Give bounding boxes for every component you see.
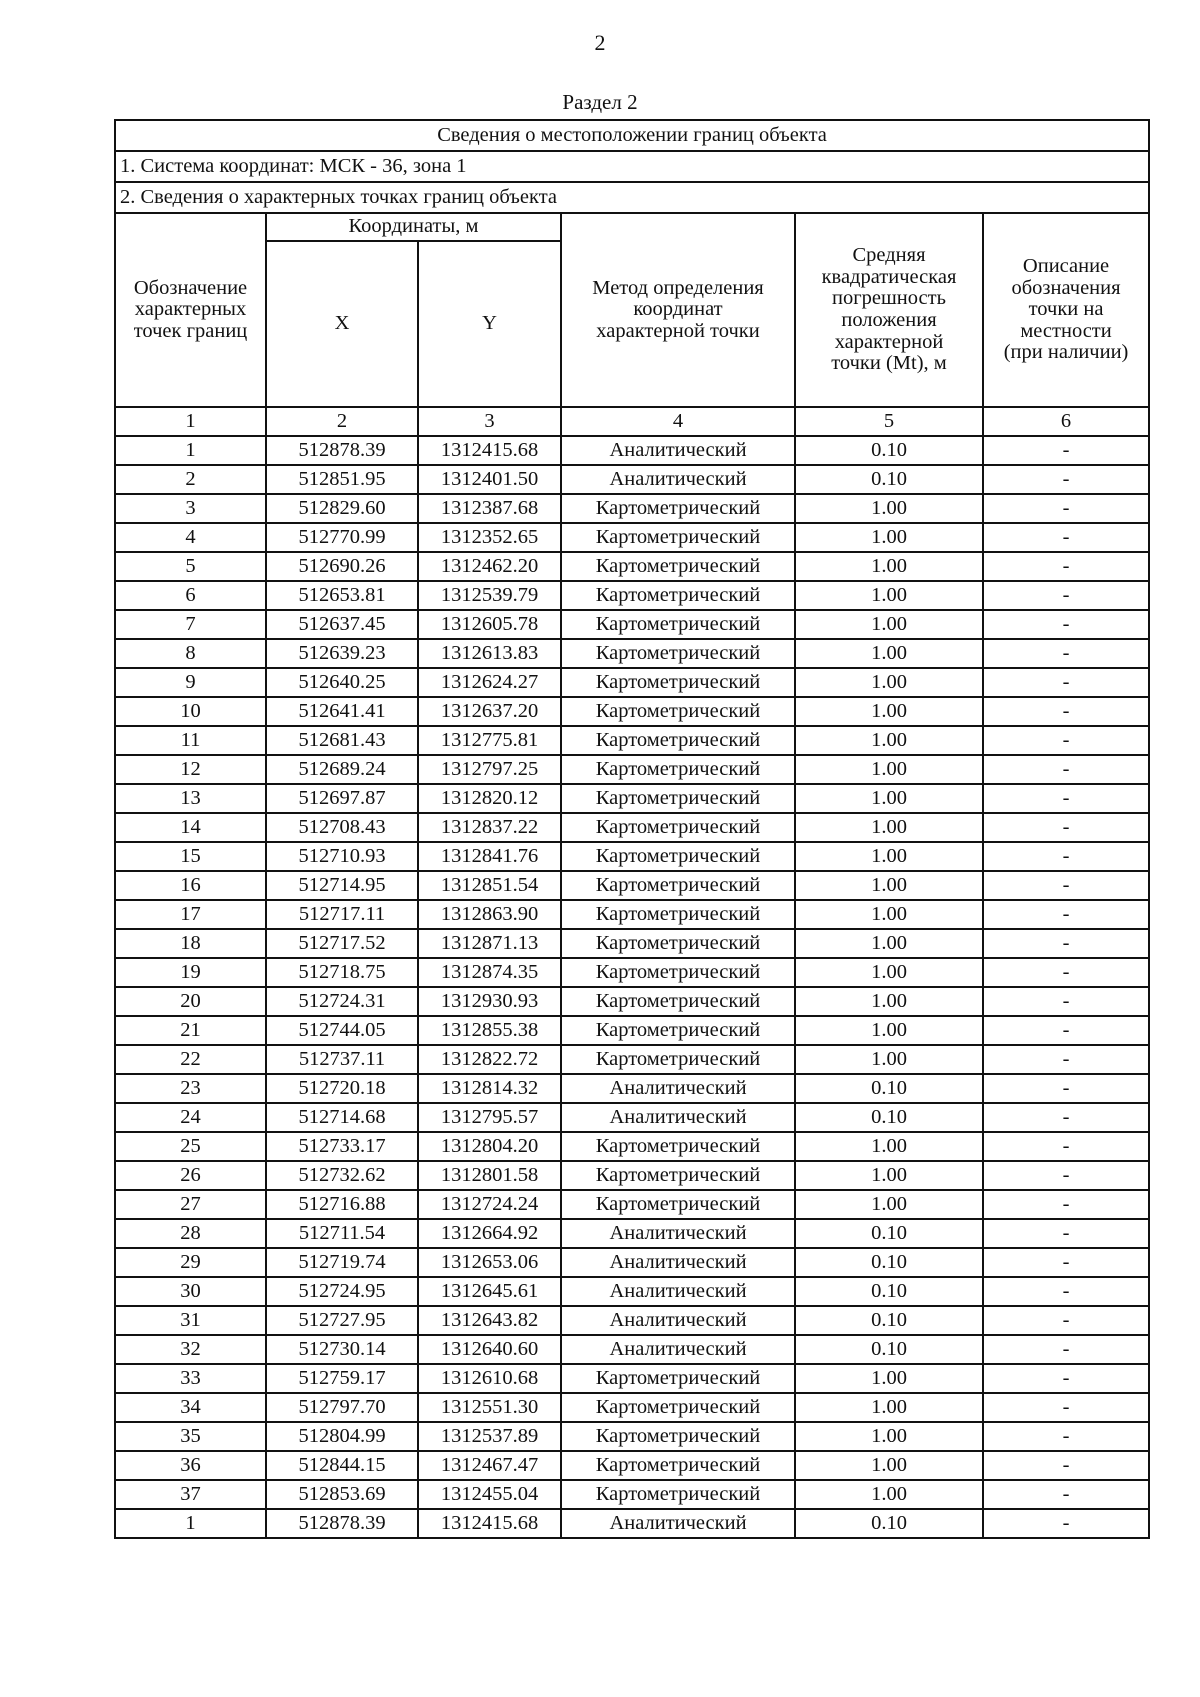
column-number: 5 xyxy=(795,407,983,436)
point-id-cell: 30 xyxy=(115,1277,266,1306)
points-heading-row xyxy=(115,182,1149,213)
method-cell: Картометрический xyxy=(561,523,795,552)
method-cell: Картометрический xyxy=(561,958,795,987)
error-cell: 0.10 xyxy=(795,1074,983,1103)
description-cell: - xyxy=(983,813,1149,842)
method-cell: Аналитический xyxy=(561,1248,795,1277)
y-cell: 1312415.68 xyxy=(418,1509,561,1538)
y-cell: 1312814.32 xyxy=(418,1074,561,1103)
table-row xyxy=(115,1248,1149,1277)
error-cell: 0.10 xyxy=(795,465,983,494)
x-cell: 512717.52 xyxy=(266,929,418,958)
x-cell: 512804.99 xyxy=(266,1422,418,1451)
y-cell: 1312804.20 xyxy=(418,1132,561,1161)
point-id-cell: 17 xyxy=(115,900,266,929)
table-row xyxy=(115,668,1149,697)
error-cell: 1.00 xyxy=(795,929,983,958)
x-cell: 512737.11 xyxy=(266,1045,418,1074)
x-cell: 512724.31 xyxy=(266,987,418,1016)
table-row xyxy=(115,842,1149,871)
table-row xyxy=(115,1016,1149,1045)
error-cell: 0.10 xyxy=(795,1335,983,1364)
table-row xyxy=(115,755,1149,784)
coordinate-system: 1. Система координат: МСК - 36, зона 1 xyxy=(115,151,1149,182)
error-cell: 1.00 xyxy=(795,1190,983,1219)
table-row xyxy=(115,610,1149,639)
column-number: 2 xyxy=(266,407,418,436)
y-cell: 1312775.81 xyxy=(418,726,561,755)
header-y: Y xyxy=(418,241,561,407)
description-cell: - xyxy=(983,436,1149,465)
description-cell: - xyxy=(983,929,1149,958)
point-id-cell: 36 xyxy=(115,1451,266,1480)
method-cell: Картометрический xyxy=(561,842,795,871)
y-cell: 1312664.92 xyxy=(418,1219,561,1248)
point-id-cell: 3 xyxy=(115,494,266,523)
error-cell: 0.10 xyxy=(795,1306,983,1335)
header-row-top xyxy=(115,213,1149,241)
y-cell: 1312801.58 xyxy=(418,1161,561,1190)
table-row xyxy=(115,1422,1149,1451)
point-id-cell: 9 xyxy=(115,668,266,697)
error-cell: 1.00 xyxy=(795,668,983,697)
method-cell: Аналитический xyxy=(561,436,795,465)
x-cell: 512714.95 xyxy=(266,871,418,900)
column-number: 4 xyxy=(561,407,795,436)
point-id-cell: 23 xyxy=(115,1074,266,1103)
table-row xyxy=(115,929,1149,958)
table-row xyxy=(115,958,1149,987)
point-id-cell: 22 xyxy=(115,1045,266,1074)
error-cell: 1.00 xyxy=(795,1016,983,1045)
point-id-cell: 1 xyxy=(115,1509,266,1538)
description-cell: - xyxy=(983,842,1149,871)
method-cell: Аналитический xyxy=(561,1509,795,1538)
y-cell: 1312851.54 xyxy=(418,871,561,900)
header-x: X xyxy=(266,241,418,407)
error-cell: 1.00 xyxy=(795,987,983,1016)
y-cell: 1312462.20 xyxy=(418,552,561,581)
error-cell: 1.00 xyxy=(795,1422,983,1451)
x-cell: 512718.75 xyxy=(266,958,418,987)
page-number: 2 xyxy=(594,30,606,55)
table-row xyxy=(115,1277,1149,1306)
table-row xyxy=(115,987,1149,1016)
table-row xyxy=(115,1190,1149,1219)
error-cell: 1.00 xyxy=(795,1393,983,1422)
point-id-cell: 6 xyxy=(115,581,266,610)
table-row xyxy=(115,581,1149,610)
table-row xyxy=(115,1509,1149,1538)
x-cell: 512878.39 xyxy=(266,1509,418,1538)
error-cell: 0.10 xyxy=(795,1103,983,1132)
method-cell: Картометрический xyxy=(561,726,795,755)
method-cell: Аналитический xyxy=(561,1219,795,1248)
method-cell: Аналитический xyxy=(561,1277,795,1306)
point-id-cell: 29 xyxy=(115,1248,266,1277)
table-row xyxy=(115,465,1149,494)
description-cell: - xyxy=(983,697,1149,726)
x-cell: 512689.24 xyxy=(266,755,418,784)
description-cell: - xyxy=(983,784,1149,813)
method-cell: Картометрический xyxy=(561,871,795,900)
x-cell: 512730.14 xyxy=(266,1335,418,1364)
y-cell: 1312539.79 xyxy=(418,581,561,610)
table-row xyxy=(115,900,1149,929)
x-cell: 512716.88 xyxy=(266,1190,418,1219)
method-cell: Картометрический xyxy=(561,610,795,639)
description-cell: - xyxy=(983,900,1149,929)
description-cell: - xyxy=(983,552,1149,581)
y-cell: 1312820.12 xyxy=(418,784,561,813)
point-id-cell: 28 xyxy=(115,1219,266,1248)
description-cell: - xyxy=(983,1509,1149,1538)
table-row xyxy=(115,552,1149,581)
x-cell: 512851.95 xyxy=(266,465,418,494)
error-cell: 1.00 xyxy=(795,871,983,900)
x-cell: 512708.43 xyxy=(266,813,418,842)
description-cell: - xyxy=(983,726,1149,755)
table-row xyxy=(115,1335,1149,1364)
method-cell: Картометрический xyxy=(561,697,795,726)
table-row xyxy=(115,436,1149,465)
table-title-row xyxy=(115,120,1149,151)
x-cell: 512724.95 xyxy=(266,1277,418,1306)
table-row xyxy=(115,1074,1149,1103)
description-cell: - xyxy=(983,1248,1149,1277)
point-id-cell: 31 xyxy=(115,1306,266,1335)
description-cell: - xyxy=(983,1016,1149,1045)
description-cell: - xyxy=(983,1451,1149,1480)
y-cell: 1312797.25 xyxy=(418,755,561,784)
method-cell: Картометрический xyxy=(561,639,795,668)
method-cell: Картометрический xyxy=(561,755,795,784)
method-cell: Картометрический xyxy=(561,900,795,929)
description-cell: - xyxy=(983,668,1149,697)
header-error: Средняя квадратическая погрешность положения характерной точки (Mt), м xyxy=(795,213,983,407)
method-cell: Картометрический xyxy=(561,987,795,1016)
error-cell: 1.00 xyxy=(795,842,983,871)
point-id-cell: 26 xyxy=(115,1161,266,1190)
description-cell: - xyxy=(983,1074,1149,1103)
y-cell: 1312855.38 xyxy=(418,1016,561,1045)
x-cell: 512640.25 xyxy=(266,668,418,697)
method-cell: Картометрический xyxy=(561,1451,795,1480)
y-cell: 1312387.68 xyxy=(418,494,561,523)
y-cell: 1312613.83 xyxy=(418,639,561,668)
description-cell: - xyxy=(983,1480,1149,1509)
method-cell: Картометрический xyxy=(561,1393,795,1422)
error-cell: 1.00 xyxy=(795,581,983,610)
description-cell: - xyxy=(983,494,1149,523)
table-row xyxy=(115,1451,1149,1480)
description-cell: - xyxy=(983,1045,1149,1074)
table-row xyxy=(115,1306,1149,1335)
y-cell: 1312724.24 xyxy=(418,1190,561,1219)
y-cell: 1312837.22 xyxy=(418,813,561,842)
x-cell: 512720.18 xyxy=(266,1074,418,1103)
description-cell: - xyxy=(983,465,1149,494)
column-numbers-row xyxy=(115,407,1149,436)
table-row xyxy=(115,1132,1149,1161)
y-cell: 1312841.76 xyxy=(418,842,561,871)
method-cell: Аналитический xyxy=(561,1335,795,1364)
point-id-cell: 27 xyxy=(115,1190,266,1219)
description-cell: - xyxy=(983,1335,1149,1364)
method-cell: Картометрический xyxy=(561,1132,795,1161)
x-cell: 512653.81 xyxy=(266,581,418,610)
y-cell: 1312643.82 xyxy=(418,1306,561,1335)
error-cell: 1.00 xyxy=(795,697,983,726)
x-cell: 512878.39 xyxy=(266,436,418,465)
error-cell: 1.00 xyxy=(795,1480,983,1509)
point-id-cell: 18 xyxy=(115,929,266,958)
point-id-cell: 8 xyxy=(115,639,266,668)
description-cell: - xyxy=(983,1277,1149,1306)
y-cell: 1312822.72 xyxy=(418,1045,561,1074)
point-id-cell: 4 xyxy=(115,523,266,552)
error-cell: 1.00 xyxy=(795,755,983,784)
point-id-cell: 12 xyxy=(115,755,266,784)
y-cell: 1312653.06 xyxy=(418,1248,561,1277)
table-row xyxy=(115,1364,1149,1393)
error-cell: 1.00 xyxy=(795,639,983,668)
x-cell: 512714.68 xyxy=(266,1103,418,1132)
method-cell: Картометрический xyxy=(561,1422,795,1451)
y-cell: 1312401.50 xyxy=(418,465,561,494)
table-row xyxy=(115,639,1149,668)
description-cell: - xyxy=(983,1190,1149,1219)
x-cell: 512744.05 xyxy=(266,1016,418,1045)
point-id-cell: 20 xyxy=(115,987,266,1016)
point-id-cell: 34 xyxy=(115,1393,266,1422)
points-heading: 2. Сведения о характерных точках границ объекта xyxy=(115,182,1149,213)
point-id-cell: 19 xyxy=(115,958,266,987)
error-cell: 1.00 xyxy=(795,494,983,523)
description-cell: - xyxy=(983,1422,1149,1451)
error-cell: 1.00 xyxy=(795,1364,983,1393)
error-cell: 1.00 xyxy=(795,1045,983,1074)
x-cell: 512717.11 xyxy=(266,900,418,929)
description-cell: - xyxy=(983,871,1149,900)
error-cell: 1.00 xyxy=(795,784,983,813)
y-cell: 1312863.90 xyxy=(418,900,561,929)
y-cell: 1312637.20 xyxy=(418,697,561,726)
table-row xyxy=(115,871,1149,900)
method-cell: Картометрический xyxy=(561,494,795,523)
y-cell: 1312415.68 xyxy=(418,436,561,465)
x-cell: 512853.69 xyxy=(266,1480,418,1509)
point-id-cell: 24 xyxy=(115,1103,266,1132)
y-cell: 1312610.68 xyxy=(418,1364,561,1393)
error-cell: 1.00 xyxy=(795,900,983,929)
description-cell: - xyxy=(983,1219,1149,1248)
method-cell: Картометрический xyxy=(561,581,795,610)
method-cell: Картометрический xyxy=(561,1045,795,1074)
header-method: Метод определения координат характерной точки xyxy=(561,213,795,407)
method-cell: Картометрический xyxy=(561,1190,795,1219)
section-title: Раздел 2 xyxy=(562,90,638,114)
error-cell: 1.00 xyxy=(795,1161,983,1190)
table-row xyxy=(115,1480,1149,1509)
point-id-cell: 21 xyxy=(115,1016,266,1045)
y-cell: 1312551.30 xyxy=(418,1393,561,1422)
x-cell: 512727.95 xyxy=(266,1306,418,1335)
y-cell: 1312605.78 xyxy=(418,610,561,639)
point-id-cell: 14 xyxy=(115,813,266,842)
error-cell: 1.00 xyxy=(795,610,983,639)
description-cell: - xyxy=(983,523,1149,552)
description-cell: - xyxy=(983,987,1149,1016)
x-cell: 512637.45 xyxy=(266,610,418,639)
point-id-cell: 25 xyxy=(115,1132,266,1161)
x-cell: 512710.93 xyxy=(266,842,418,871)
description-cell: - xyxy=(983,639,1149,668)
table-row xyxy=(115,1219,1149,1248)
method-cell: Картометрический xyxy=(561,1161,795,1190)
description-cell: - xyxy=(983,1161,1149,1190)
method-cell: Картометрический xyxy=(561,813,795,842)
x-cell: 512719.74 xyxy=(266,1248,418,1277)
y-cell: 1312467.47 xyxy=(418,1451,561,1480)
point-id-cell: 10 xyxy=(115,697,266,726)
table-row xyxy=(115,494,1149,523)
header-point: Обозначение характерных точек границ xyxy=(115,213,266,407)
column-number: 1 xyxy=(115,407,266,436)
description-cell: - xyxy=(983,1103,1149,1132)
y-cell: 1312874.35 xyxy=(418,958,561,987)
description-cell: - xyxy=(983,581,1149,610)
x-cell: 512639.23 xyxy=(266,639,418,668)
method-cell: Картометрический xyxy=(561,1480,795,1509)
error-cell: 0.10 xyxy=(795,1248,983,1277)
description-cell: - xyxy=(983,1393,1149,1422)
y-cell: 1312871.13 xyxy=(418,929,561,958)
method-cell: Картометрический xyxy=(561,1016,795,1045)
x-cell: 512759.17 xyxy=(266,1364,418,1393)
method-cell: Картометрический xyxy=(561,929,795,958)
error-cell: 1.00 xyxy=(795,726,983,755)
method-cell: Картометрический xyxy=(561,1364,795,1393)
table-row xyxy=(115,1103,1149,1132)
description-cell: - xyxy=(983,610,1149,639)
point-id-cell: 13 xyxy=(115,784,266,813)
point-id-cell: 1 xyxy=(115,436,266,465)
method-cell: Картометрический xyxy=(561,784,795,813)
error-cell: 0.10 xyxy=(795,1277,983,1306)
x-cell: 512732.62 xyxy=(266,1161,418,1190)
error-cell: 0.10 xyxy=(795,1219,983,1248)
error-cell: 1.00 xyxy=(795,523,983,552)
error-cell: 1.00 xyxy=(795,1451,983,1480)
description-cell: - xyxy=(983,1364,1149,1393)
error-cell: 1.00 xyxy=(795,958,983,987)
x-cell: 512681.43 xyxy=(266,726,418,755)
y-cell: 1312645.61 xyxy=(418,1277,561,1306)
point-id-cell: 5 xyxy=(115,552,266,581)
x-cell: 512844.15 xyxy=(266,1451,418,1480)
error-cell: 0.10 xyxy=(795,1509,983,1538)
description-cell: - xyxy=(983,958,1149,987)
x-cell: 512641.41 xyxy=(266,697,418,726)
x-cell: 512797.70 xyxy=(266,1393,418,1422)
error-cell: 1.00 xyxy=(795,813,983,842)
y-cell: 1312455.04 xyxy=(418,1480,561,1509)
point-id-cell: 15 xyxy=(115,842,266,871)
table-row xyxy=(115,1045,1149,1074)
table-title: Сведения о местоположении границ объекта xyxy=(115,120,1149,151)
error-cell: 1.00 xyxy=(795,552,983,581)
y-cell: 1312930.93 xyxy=(418,987,561,1016)
description-cell: - xyxy=(983,755,1149,784)
point-id-cell: 37 xyxy=(115,1480,266,1509)
method-cell: Аналитический xyxy=(561,1306,795,1335)
header-description: Описание обозначения точки на местности (при наличии) xyxy=(983,213,1149,407)
x-cell: 512733.17 xyxy=(266,1132,418,1161)
table-row xyxy=(115,726,1149,755)
point-id-cell: 35 xyxy=(115,1422,266,1451)
boundary-points-table xyxy=(114,119,1150,1539)
column-number: 3 xyxy=(418,407,561,436)
description-cell: - xyxy=(983,1132,1149,1161)
coordinate-system-row xyxy=(115,151,1149,182)
x-cell: 512697.87 xyxy=(266,784,418,813)
header-coords: Координаты, м xyxy=(266,213,561,241)
point-id-cell: 32 xyxy=(115,1335,266,1364)
method-cell: Аналитический xyxy=(561,1103,795,1132)
point-id-cell: 33 xyxy=(115,1364,266,1393)
table-row xyxy=(115,1393,1149,1422)
table-row xyxy=(115,784,1149,813)
table-row xyxy=(115,813,1149,842)
point-id-cell: 7 xyxy=(115,610,266,639)
description-cell: - xyxy=(983,1306,1149,1335)
method-cell: Аналитический xyxy=(561,1074,795,1103)
error-cell: 1.00 xyxy=(795,1132,983,1161)
point-id-cell: 11 xyxy=(115,726,266,755)
x-cell: 512770.99 xyxy=(266,523,418,552)
table-row xyxy=(115,697,1149,726)
table-row xyxy=(115,1161,1149,1190)
error-cell: 0.10 xyxy=(795,436,983,465)
point-id-cell: 16 xyxy=(115,871,266,900)
method-cell: Картометрический xyxy=(561,552,795,581)
point-id-cell: 2 xyxy=(115,465,266,494)
y-cell: 1312624.27 xyxy=(418,668,561,697)
y-cell: 1312537.89 xyxy=(418,1422,561,1451)
x-cell: 512711.54 xyxy=(266,1219,418,1248)
y-cell: 1312640.60 xyxy=(418,1335,561,1364)
x-cell: 512829.60 xyxy=(266,494,418,523)
y-cell: 1312352.65 xyxy=(418,523,561,552)
table-row xyxy=(115,523,1149,552)
method-cell: Картометрический xyxy=(561,668,795,697)
x-cell: 512690.26 xyxy=(266,552,418,581)
method-cell: Аналитический xyxy=(561,465,795,494)
column-number: 6 xyxy=(983,407,1149,436)
y-cell: 1312795.57 xyxy=(418,1103,561,1132)
